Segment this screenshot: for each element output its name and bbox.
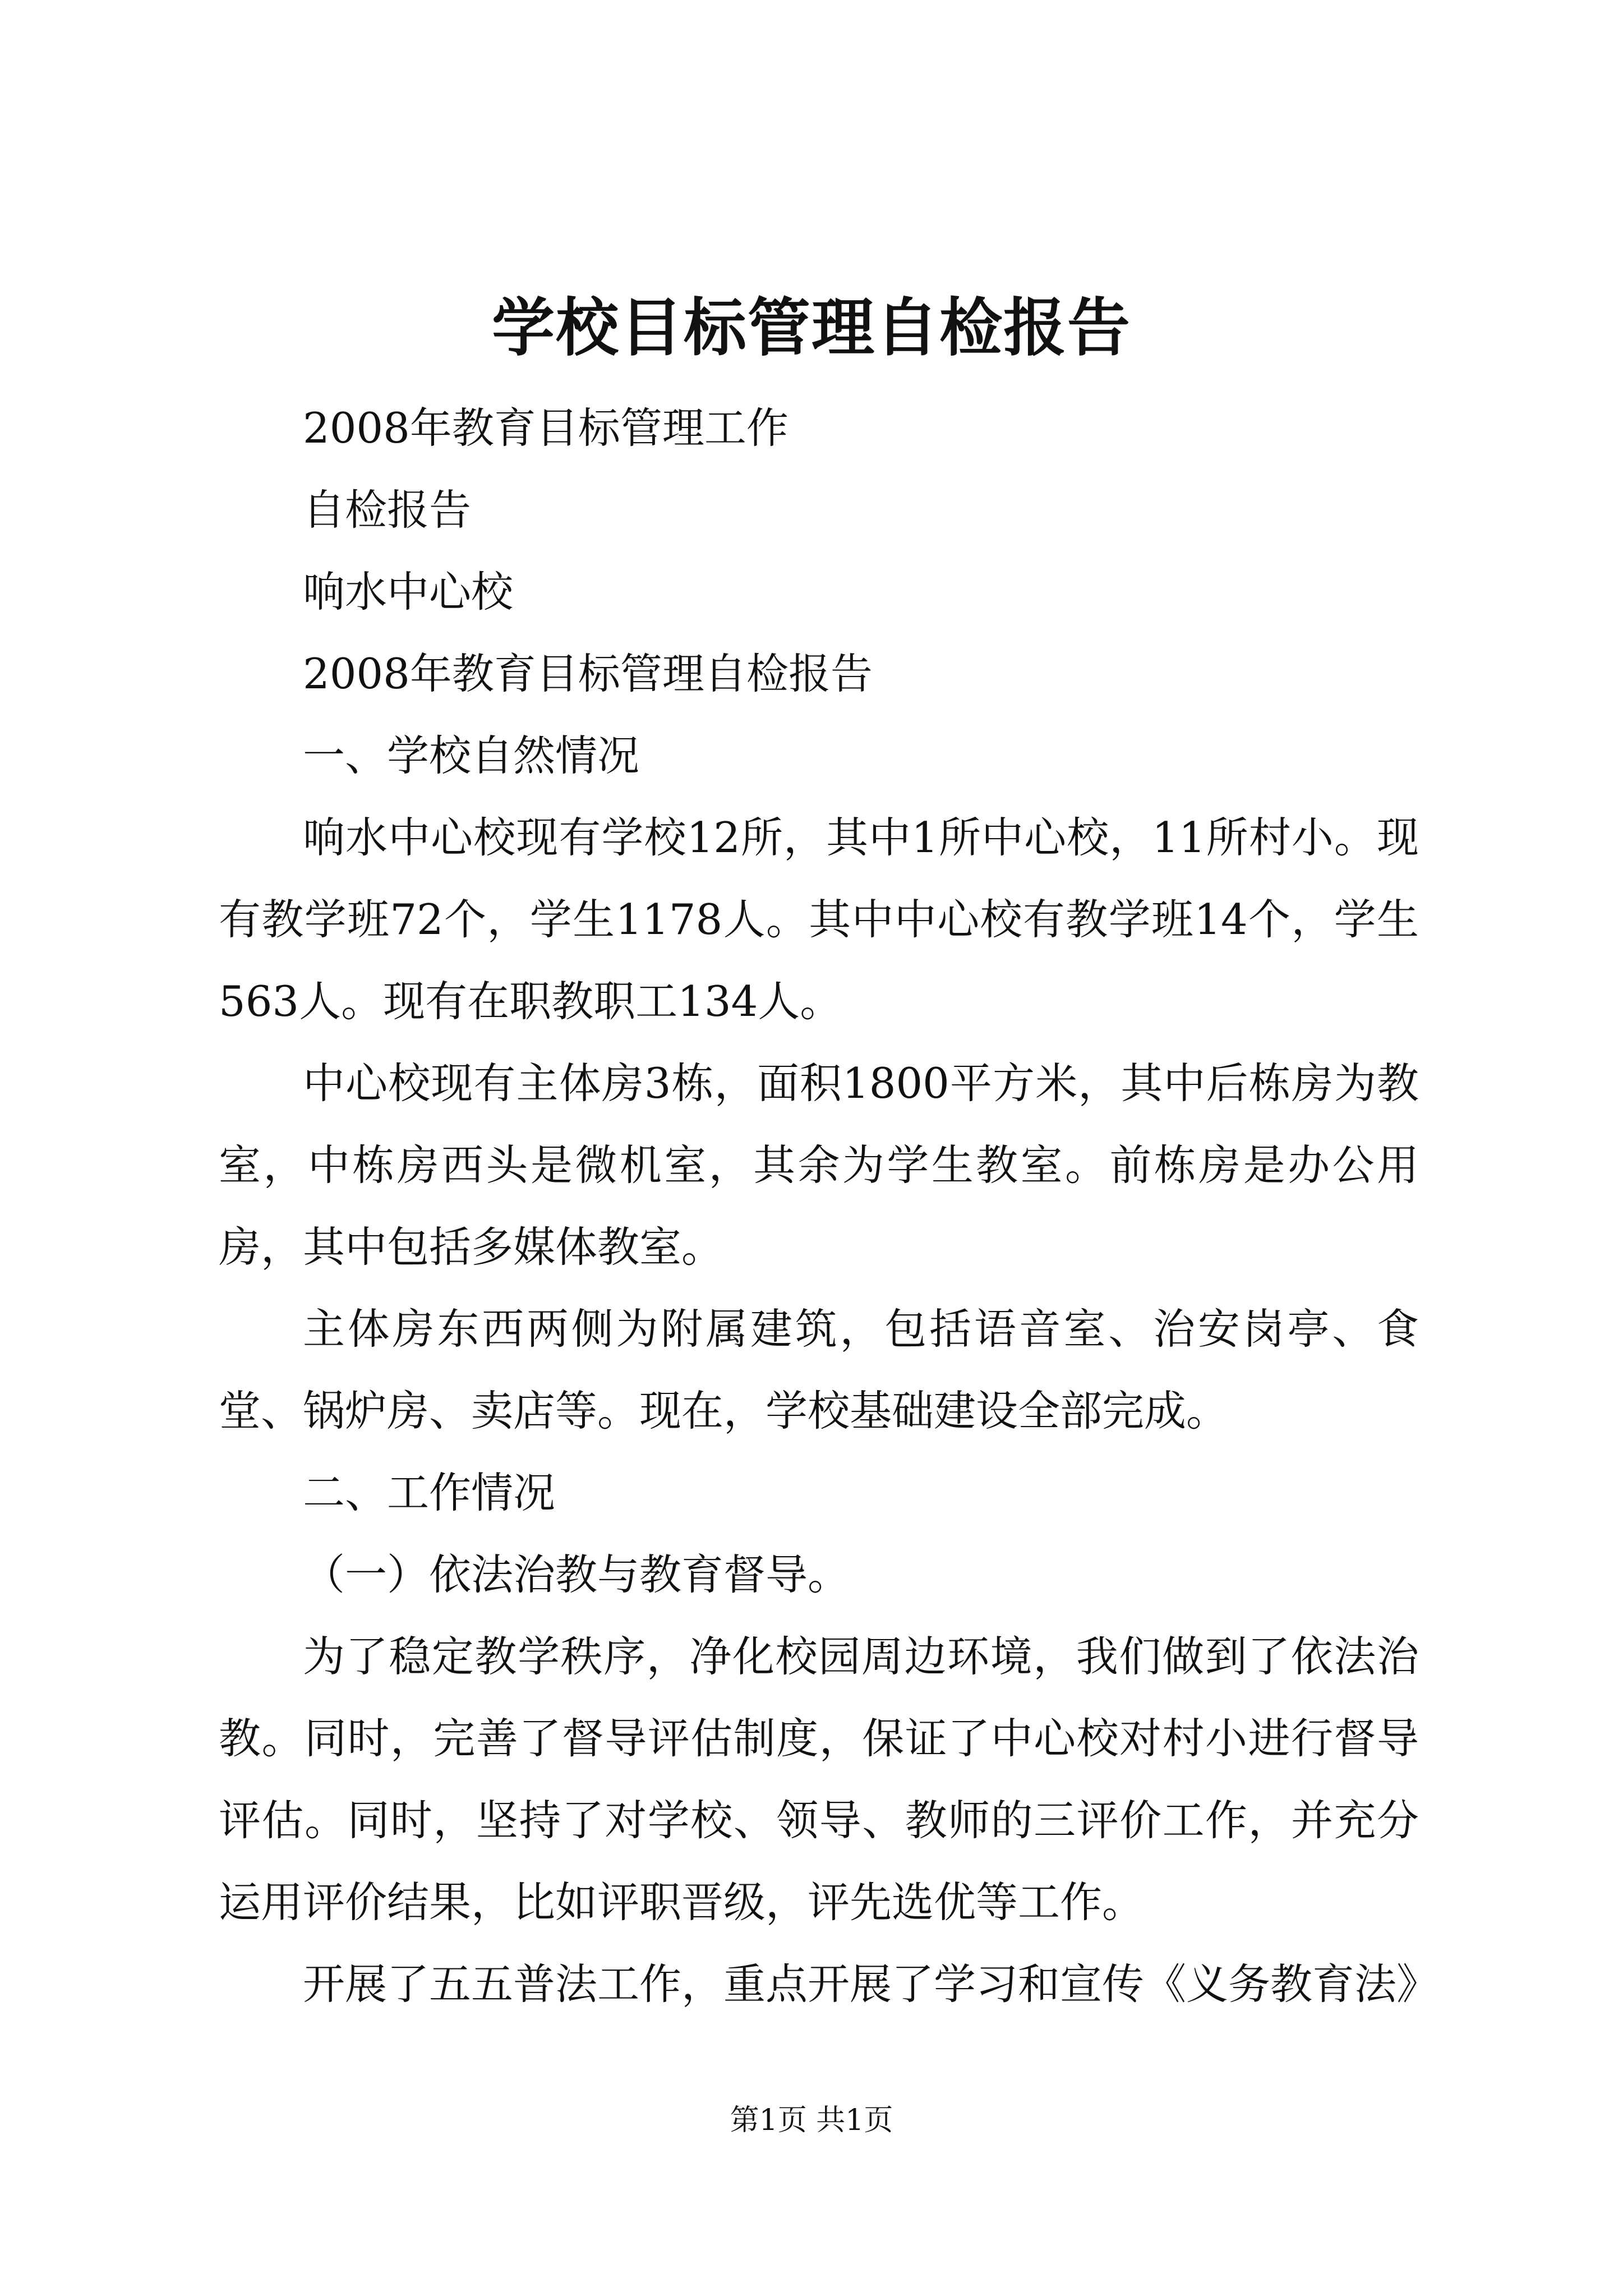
document-title: 学校目标管理自检报告 — [492, 291, 1131, 365]
paragraph-school-name: 响水中心校 — [303, 567, 514, 616]
paragraph-subtitle-report: 自检报告 — [303, 485, 472, 535]
paragraph-facilities: 主体房东西两侧为附属建筑，包括语音室、治安岗亭、食堂、锅炉房、卖店等。现在，学校基础建设全部完成。 — [219, 1304, 1419, 1435]
paragraph-subtitle-year: 2008年教育目标管理工作 — [303, 403, 789, 453]
paragraph-school-stats: 响水中心校现有学校12所，其中1所中心校，11所村小。现有教学班72个，学生1178人。其中中心校有教学班14个，学生563人。现有在职教职工134人。 — [219, 813, 1419, 1026]
paragraph-law-education: 开展了五五普法工作，重点开展了学习和宣传《义务教育法》 — [303, 1959, 1439, 2009]
document-body — [219, 387, 1439, 2025]
page-footer: 第1页 共1页 — [730, 2104, 893, 2137]
paragraph-supervision: 为了稳定教学秩序，净化校园周边环境，我们做到了依法治教。同时，完善了督导评估制度，保证了中心校对村小进行督导评估。同时，坚持了对学校、领导、教师的三评价工作，并充分运用评价结果，比如评职晋级，评先选优等工作。 — [219, 1632, 1419, 1927]
section-heading-2: 二、工作情况 — [303, 1468, 556, 1517]
paragraph-report-heading: 2008年教育目标管理自检报告 — [303, 649, 873, 698]
paragraph-buildings: 中心校现有主体房3栋，面积1800平方米，其中后栋房为教室，中栋房西头是微机室，其余为学生教室。前栋房是办公用房，其中包括多媒体教室。 — [219, 1059, 1419, 1272]
section-heading-1: 一、学校自然情况 — [303, 731, 640, 780]
subsection-heading-1: （一）依法治教与教育督导。 — [303, 1550, 850, 1599]
